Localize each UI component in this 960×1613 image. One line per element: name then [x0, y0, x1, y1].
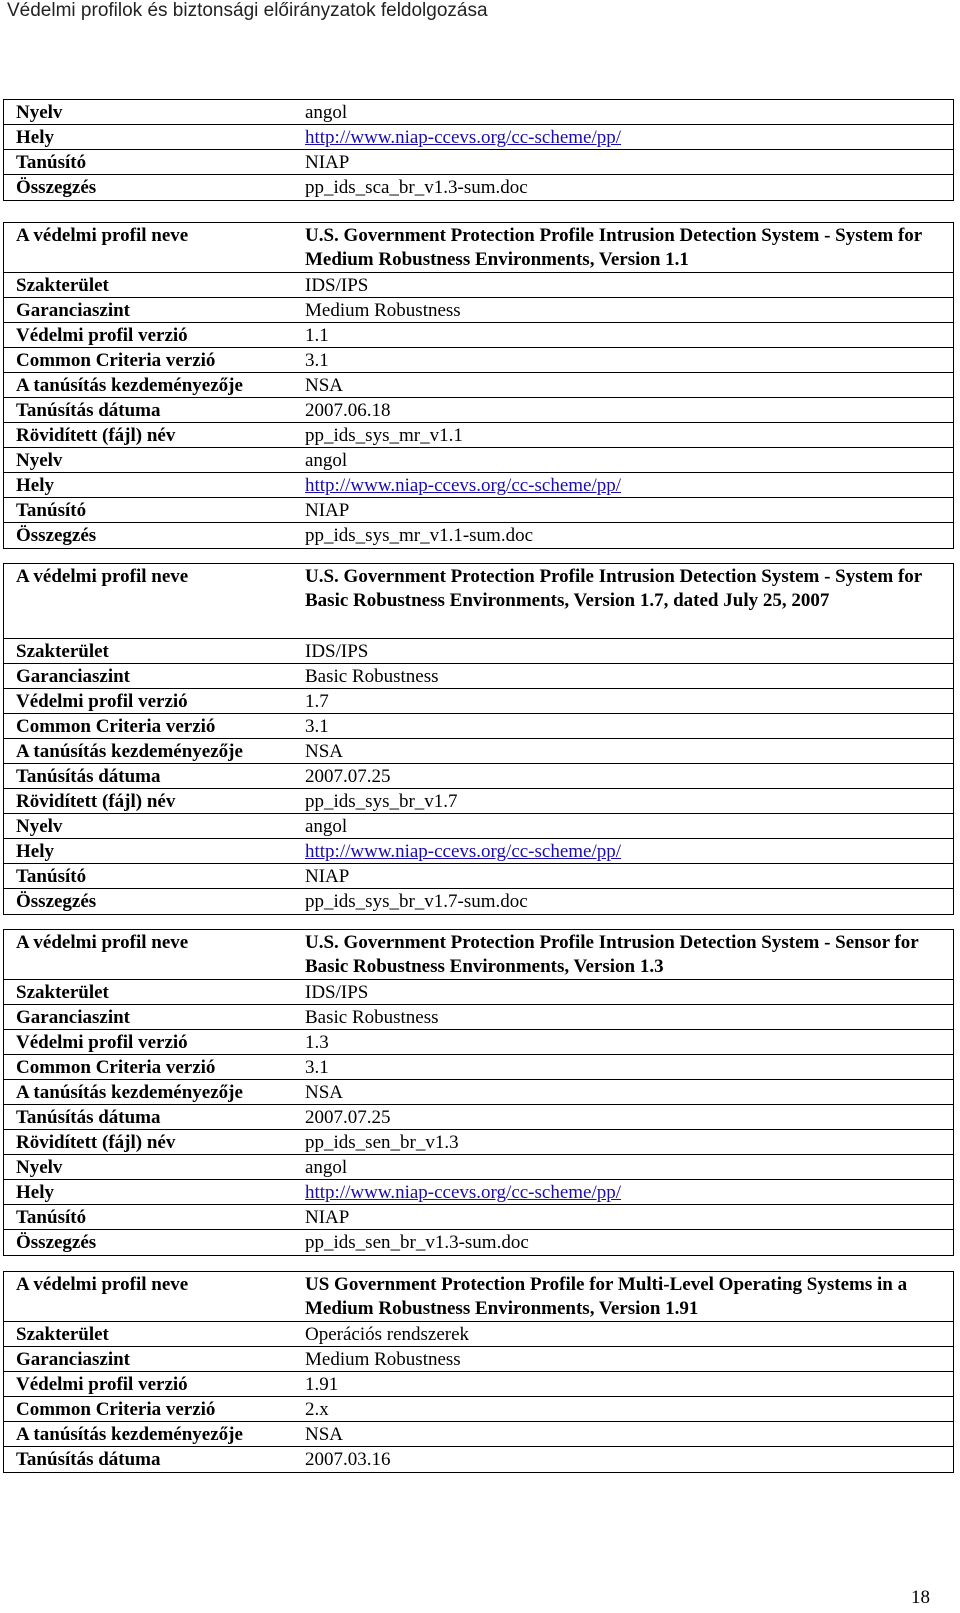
field-label: Összegzés — [16, 891, 97, 912]
field-value: 1.1 — [305, 325, 329, 346]
field-label: Rövidített (fájl) név — [16, 1132, 176, 1153]
field-value: IDS/IPS — [305, 275, 369, 296]
table-row — [4, 1272, 953, 1322]
field-label: Garanciaszint — [16, 300, 130, 321]
field-label: Szakterület — [16, 641, 109, 662]
profile-name-label: A védelmi profil neve — [16, 932, 189, 953]
field-value: angol — [305, 816, 348, 837]
field-label: Common Criteria verzió — [16, 350, 216, 371]
field-value: pp_ids_sys_br_v1.7-sum.doc — [305, 891, 528, 912]
field-value: 3.1 — [305, 1057, 329, 1078]
field-label: Tanúsítás dátuma — [16, 400, 161, 421]
field-value: Medium Robustness — [305, 1349, 461, 1370]
field-label: Nyelv — [16, 102, 63, 123]
profile-name-value: U.S. Government Protection Profile Intrusion Detection System - System for Medium Robustness Environments, Version 1.1 — [305, 225, 922, 270]
field-value: IDS/IPS — [305, 641, 369, 662]
field-value: pp_ids_sys_br_v1.7 — [305, 791, 458, 812]
field-label: Common Criteria verzió — [16, 1057, 216, 1078]
field-label: Hely — [16, 475, 54, 496]
field-label: Hely — [16, 127, 54, 148]
field-label: Nyelv — [16, 1157, 63, 1178]
profile-name-value: US Government Protection Profile for Multi-Level Operating Systems in a Medium Robustness Environments, Version 1.91 — [305, 1274, 908, 1319]
table-row — [4, 175, 953, 200]
table-row — [4, 930, 953, 980]
field-label: Védelmi profil verzió — [16, 691, 188, 712]
profile-name-value: U.S. Government Protection Profile Intrusion Detection System - System for Basic Robustness Environments, Version 1.7, dated July 25, 2007 — [305, 566, 922, 611]
field-value: 2.x — [305, 1399, 329, 1420]
field-label: A tanúsítás kezdeményezője — [16, 375, 243, 396]
field-value: Basic Robustness — [305, 666, 439, 687]
table-row — [4, 564, 953, 639]
field-value: Operációs rendszerek — [305, 1324, 470, 1345]
profile-name-label: A védelmi profil neve — [16, 1274, 189, 1295]
profile-name-label: A védelmi profil neve — [16, 566, 189, 587]
field-value: pp_ids_sys_mr_v1.1-sum.doc — [305, 525, 533, 546]
field-label: Szakterület — [16, 1324, 109, 1345]
field-value: NSA — [305, 741, 344, 762]
field-label: Garanciaszint — [16, 1007, 130, 1028]
field-value: Medium Robustness — [305, 300, 461, 321]
field-label: Hely — [16, 841, 54, 862]
field-value: 2007.07.25 — [305, 766, 391, 787]
field-value: pp_ids_sen_br_v1.3-sum.doc — [305, 1232, 529, 1253]
field-value: NIAP — [305, 500, 350, 521]
profile-table-continued — [3, 99, 954, 201]
field-label: Tanúsítás dátuma — [16, 1107, 161, 1128]
field-label: Common Criteria verzió — [16, 1399, 216, 1420]
field-label: A tanúsítás kezdeményezője — [16, 741, 243, 762]
table-row — [4, 223, 953, 273]
field-label: Szakterület — [16, 982, 109, 1003]
field-label: Védelmi profil verzió — [16, 1032, 188, 1053]
field-value: 3.1 — [305, 350, 329, 371]
field-value: angol — [305, 1157, 348, 1178]
field-value: IDS/IPS — [305, 982, 369, 1003]
field-value: 1.91 — [305, 1374, 339, 1395]
page-number: 18 — [911, 1587, 930, 1608]
field-label: Tanúsító — [16, 1207, 87, 1228]
field-label: Nyelv — [16, 450, 63, 471]
field-label: Tanúsítás dátuma — [16, 766, 161, 787]
profile-name-label: A védelmi profil neve — [16, 225, 189, 246]
field-value: NIAP — [305, 1207, 350, 1228]
field-label: Rövidített (fájl) név — [16, 425, 176, 446]
page-title: Védelmi profilok és biztonsági előirányzatok feldolgozása — [7, 0, 488, 21]
field-label: Nyelv — [16, 816, 63, 837]
profile-table — [3, 563, 954, 915]
field-value: pp_ids_sys_mr_v1.1 — [305, 425, 463, 446]
field-value: 2007.06.18 — [305, 400, 391, 421]
field-label: Összegzés — [16, 525, 97, 546]
field-value: 2007.07.25 — [305, 1107, 391, 1128]
field-value: 1.3 — [305, 1032, 329, 1053]
table-row — [4, 150, 953, 175]
field-label: Tanúsítás dátuma — [16, 1449, 161, 1470]
profile-name-value: U.S. Government Protection Profile Intrusion Detection System - Sensor for Basic Robustness Environments, Version 1.3 — [305, 932, 919, 977]
field-label: Szakterület — [16, 275, 109, 296]
table-row — [4, 100, 953, 125]
field-value: 1.7 — [305, 691, 329, 712]
field-label: Tanúsító — [16, 152, 87, 173]
profile-table — [3, 929, 954, 1256]
field-label: Védelmi profil verzió — [16, 325, 188, 346]
field-label: Összegzés — [16, 177, 97, 198]
location-link[interactable]: http://www.niap-ccevs.org/cc-scheme/pp/ — [305, 475, 622, 496]
field-value: NIAP — [305, 866, 350, 887]
field-label: Garanciaszint — [16, 1349, 130, 1370]
field-value: 3.1 — [305, 716, 329, 737]
field-value: 2007.03.16 — [305, 1449, 391, 1470]
field-value: NSA — [305, 1424, 344, 1445]
field-value: NIAP — [305, 152, 350, 173]
location-link[interactable]: http://www.niap-ccevs.org/cc-scheme/pp/ — [305, 1182, 622, 1203]
table-row — [4, 125, 953, 150]
field-label: Hely — [16, 1182, 54, 1203]
field-label: Common Criteria verzió — [16, 716, 216, 737]
profile-table — [3, 222, 954, 549]
field-value: angol — [305, 102, 348, 123]
field-value: NSA — [305, 1082, 344, 1103]
location-link[interactable]: http://www.niap-ccevs.org/cc-scheme/pp/ — [305, 841, 622, 862]
field-value: angol — [305, 450, 348, 471]
field-label: Tanúsító — [16, 866, 87, 887]
location-link[interactable]: http://www.niap-ccevs.org/cc-scheme/pp/ — [305, 127, 622, 148]
field-label: A tanúsítás kezdeményezője — [16, 1082, 243, 1103]
field-value: Basic Robustness — [305, 1007, 439, 1028]
field-value: NSA — [305, 375, 344, 396]
field-value: pp_ids_sen_br_v1.3 — [305, 1132, 459, 1153]
field-label: Rövidített (fájl) név — [16, 791, 176, 812]
field-label: Tanúsító — [16, 500, 87, 521]
profile-table — [3, 1271, 954, 1473]
field-label: A tanúsítás kezdeményezője — [16, 1424, 243, 1445]
field-value: pp_ids_sca_br_v1.3-sum.doc — [305, 177, 528, 198]
field-label: Összegzés — [16, 1232, 97, 1253]
field-label: Garanciaszint — [16, 666, 130, 687]
field-label: Védelmi profil verzió — [16, 1374, 188, 1395]
